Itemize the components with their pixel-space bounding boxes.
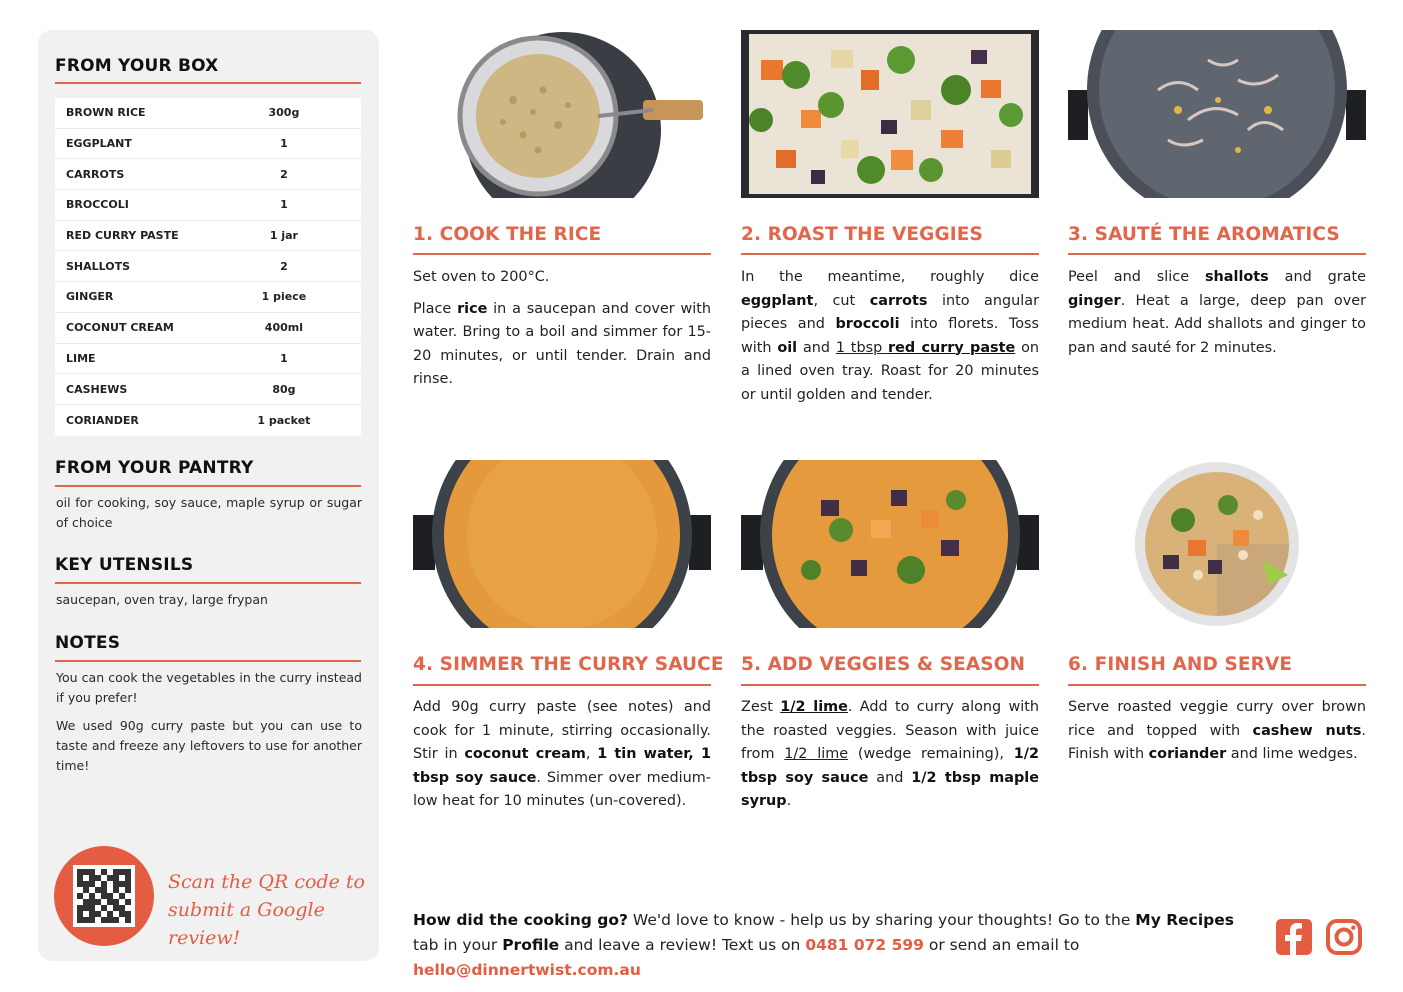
sidebar (38, 30, 379, 961)
qr-cta-line-2: submit a Google review! (168, 899, 325, 949)
step-2-title: 2. ROAST THE VEGGIES (741, 224, 983, 245)
step-1-title: 1. COOK THE RICE (413, 224, 602, 245)
ingredient-qty: 2 (280, 167, 288, 181)
ingredient-qty: 1 jar (269, 229, 298, 243)
table-row (55, 251, 361, 282)
table-row (55, 190, 361, 221)
table-row (55, 98, 361, 129)
step-5-title: 5. ADD VEGGIES & SEASON (741, 654, 1026, 675)
step-2-rule (741, 253, 1039, 255)
notes-text-1: You can cook the vegetables in the curry instead if you prefer! (56, 670, 362, 705)
ingredient-qty: 1 (280, 351, 288, 365)
ingredient-name: CASHEWS (66, 382, 128, 396)
ingredient-name: COCONUT CREAM (66, 321, 174, 335)
ingredient-name: EGGPLANT (66, 137, 132, 151)
ingredient-name: BROWN RICE (66, 106, 146, 120)
ingredient-name: CARROTS (66, 167, 125, 181)
ingredient-name: RED CURRY PASTE (66, 229, 179, 243)
step-6-photo (1068, 460, 1366, 628)
step-6-body (1068, 696, 1366, 775)
step-4-title: 4. SIMMER THE CURRY SAUCE (413, 654, 724, 675)
notes-title: NOTES (55, 633, 121, 653)
step-4-photo (413, 460, 711, 628)
pantry-text: oil for cooking, soy sauce, maple syrup or sugar of choice (56, 495, 362, 530)
box-title: FROM YOUR BOX (55, 56, 219, 76)
box-title-rule (55, 82, 361, 84)
ingredient-name: CORIANDER (66, 413, 139, 427)
table-row (55, 221, 361, 252)
ingredient-qty: 300g (268, 106, 300, 120)
ingredient-qty: 1 packet (257, 413, 311, 427)
table-row (55, 313, 361, 344)
step-6-p1: Serve roasted veggie curry over brown rice and topped with cashew nuts. Finish with coriander and lime wedges. (1068, 699, 1366, 762)
step-3-photo (1068, 30, 1366, 198)
step-3-title: 3. SAUTÉ THE AROMATICS (1068, 224, 1340, 245)
ingredient-qty: 1 (280, 198, 288, 212)
table-row (55, 159, 361, 190)
step-5-rule (741, 684, 1039, 686)
qr-code-icon[interactable] (73, 865, 135, 927)
table-row (55, 282, 361, 313)
ingredient-name: GINGER (66, 290, 114, 304)
ingredient-name: LIME (66, 351, 96, 365)
step-3-p1: Peel and slice shallots and grate ginger. Heat a large, deep pan over medium heat. Add shallots and ginger to pan and sauté for 2 minutes. (1068, 269, 1366, 356)
email-link[interactable]: hello@dinnertwist.com.au (413, 961, 641, 979)
step-5-p1: Zest 1/2 lime. Add to curry along with the roasted veggies. Season with juice from 1/2 lime (wedge remaining), 1/2 tbsp soy sauce and 1/2 tbsp maple syrup. (741, 699, 1039, 809)
step-1-rule (413, 253, 711, 255)
phone-link[interactable]: 0481 072 599 (805, 936, 924, 954)
instagram-icon[interactable] (1325, 918, 1363, 956)
utensils-title: KEY UTENSILS (55, 555, 194, 575)
ingredient-table (55, 98, 361, 436)
qr-badge[interactable] (54, 846, 154, 946)
ingredient-qty: 400ml (264, 321, 303, 335)
ingredient-name: SHALLOTS (66, 259, 131, 273)
ingredient-qty: 1 piece (261, 290, 307, 304)
utensils-rule (55, 582, 361, 584)
step-1-p2: Place rice in a saucepan and cover with water. Bring to a boil and simmer for 15-20 minutes, or until tender. Drain and rinse. (413, 300, 711, 387)
table-row (55, 374, 361, 405)
review-footer: How did the cooking go? We'd love to know - help us by sharing your thoughts! Go to the My Recipes tab in your Profile and leave a review! Text us on 0481 072 599 or send an email to hello@dinnertwist.com.au (413, 911, 1234, 979)
step-4-rule (413, 684, 711, 686)
step-4-body (413, 696, 711, 822)
step-1-body (413, 266, 711, 400)
ingredient-qty: 80g (272, 382, 296, 396)
ingredient-name: BROCCOLI (66, 198, 129, 212)
step-3-body (1068, 266, 1366, 368)
pantry-title: FROM YOUR PANTRY (55, 458, 254, 478)
step-5-body (741, 696, 1039, 822)
facebook-icon[interactable] (1275, 918, 1313, 956)
step-6-rule (1068, 684, 1366, 686)
table-row (55, 405, 361, 436)
notes-text-2: We used 90g curry paste but you can use to taste and freeze any leftovers to use for another time! (56, 718, 362, 773)
step-2-p1: In the meantime, roughly dice eggplant, cut carrots into angular pieces and broccoli into florets. Toss with oil and 1 tbsp red curry paste on a lined oven tray. Roast for 20 minutes or until golden and tender. (741, 269, 1040, 403)
table-row (55, 344, 361, 375)
step-2-photo (741, 30, 1039, 198)
step-1-photo (413, 30, 711, 198)
step-5-photo (741, 460, 1039, 628)
step-4-p1: Add 90g curry paste (see notes) and cook for 1 minute, stirring occasionally. Stir in coconut cream, 1 tin water, 1 tbsp soy sauce. Simmer over medium-low heat for 10 minutes (un-covered). (413, 699, 711, 809)
step-1-p1: Set oven to 200°C. (413, 269, 550, 285)
step-2-body (741, 266, 1039, 415)
qr-cta-line-1: Scan the QR code to (168, 871, 365, 893)
step-3-rule (1068, 253, 1366, 255)
notes-rule (55, 660, 361, 662)
qr-call-to-action (168, 868, 368, 952)
table-row (55, 129, 361, 160)
footer-question: How did the cooking go? (413, 911, 628, 929)
step-6-title: 6. FINISH AND SERVE (1068, 654, 1293, 675)
ingredient-qty: 2 (280, 259, 288, 273)
utensils-text: saucepan, oven tray, large frypan (56, 592, 268, 607)
pantry-rule (55, 485, 361, 487)
ingredient-qty: 1 (280, 137, 288, 151)
